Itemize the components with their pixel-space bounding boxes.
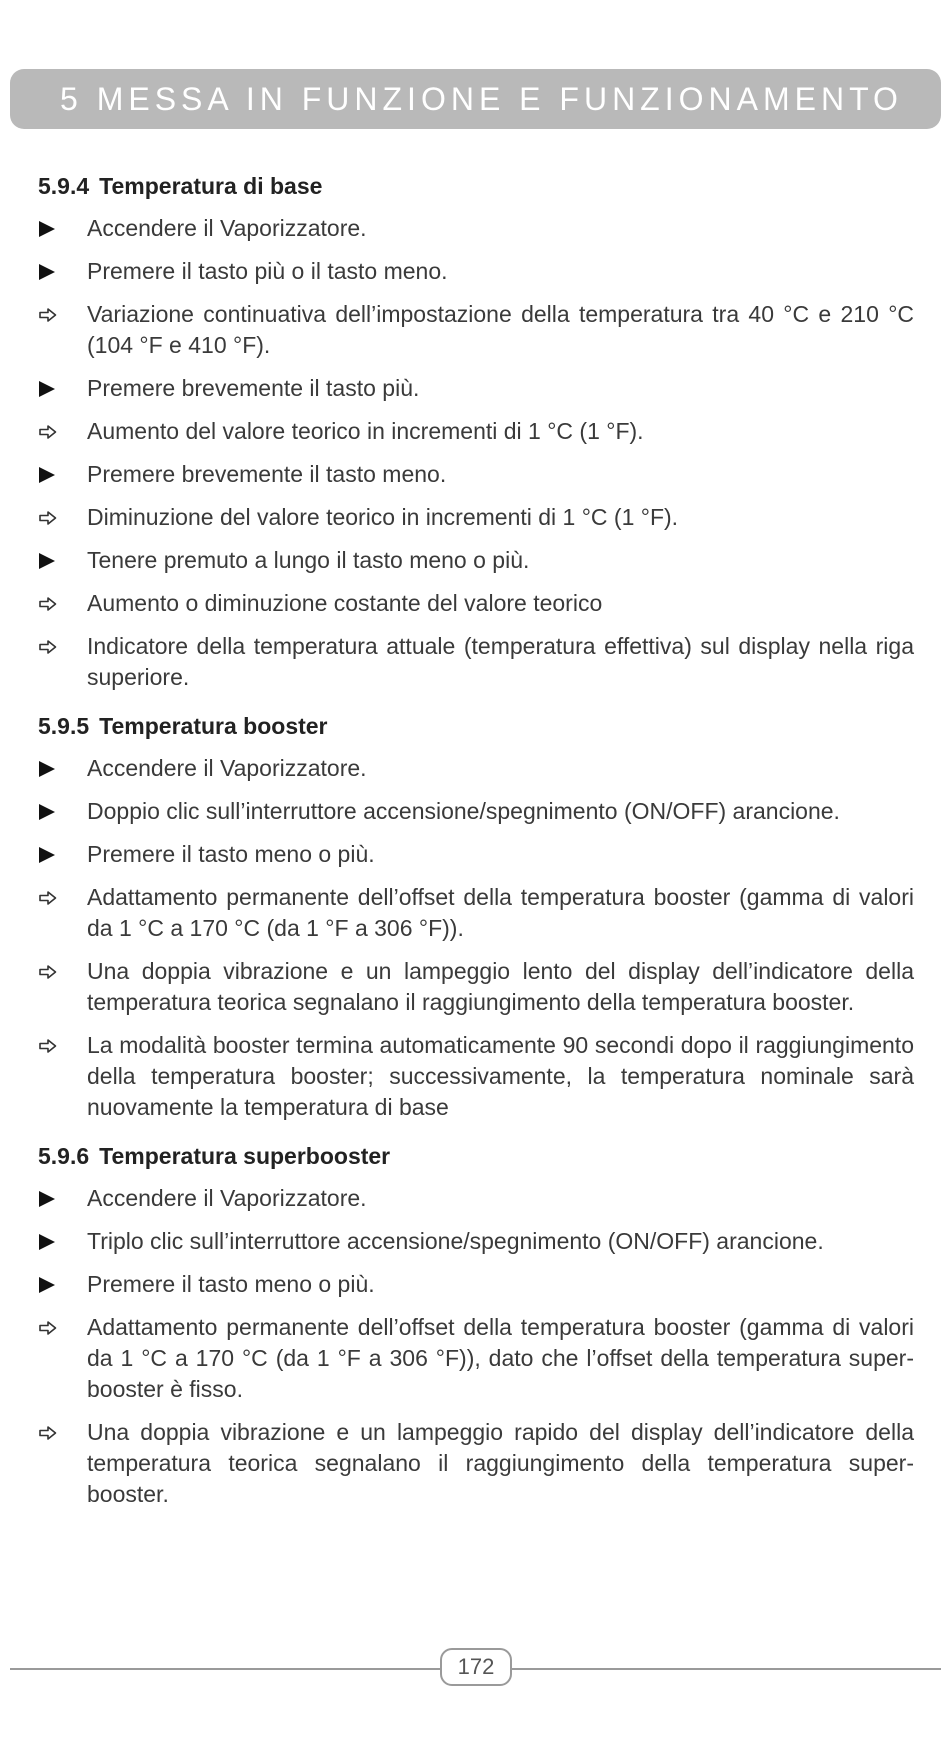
step-text: Doppio clic sull’interruttore accensione/spegnimento (ON/OFF) arancione. bbox=[87, 798, 840, 824]
triangle-arrow-icon bbox=[38, 753, 87, 784]
action-step bbox=[38, 796, 914, 827]
triangle-arrow-icon bbox=[38, 545, 87, 576]
step-text: Una doppia vibrazione e un lampeggio rapido del display dell’indicatore della temperatura teorica segnalano il raggiungimento della temperatura super-booster. bbox=[87, 1419, 914, 1507]
section-5-9-5 bbox=[38, 710, 914, 1123]
footer-rule-left bbox=[10, 1668, 440, 1670]
section-heading bbox=[38, 170, 914, 203]
action-step bbox=[38, 213, 914, 244]
footer-rule-right bbox=[512, 1668, 941, 1670]
section-title: Temperatura booster bbox=[99, 713, 328, 739]
step-text: Premere brevemente il tasto più. bbox=[87, 375, 420, 401]
result-step bbox=[38, 588, 914, 619]
step-text: Adattamento permanente dell’offset della temperatura booster (gamma di valori da 1 °C a 170 °C (da 1 °F a 306 °F)), dato che l’offset della temperatura super-booster è fisso. bbox=[87, 1314, 914, 1402]
step-text: Accendere il Vaporizzatore. bbox=[87, 1185, 367, 1211]
action-step bbox=[38, 545, 914, 576]
outline-arrow-icon bbox=[38, 882, 87, 913]
step-text: Adattamento permanente dell’offset della temperatura booster (gamma di valori da 1 °C a 170 °C (da 1 °F a 306 °F)). bbox=[87, 884, 914, 941]
step-text: Indicatore della temperatura attuale (temperatura effettiva) sul display nella riga superiore. bbox=[87, 633, 914, 690]
step-text: Diminuzione del valore teorico in incrementi di 1 °C (1 °F). bbox=[87, 504, 679, 530]
result-step bbox=[38, 1030, 914, 1123]
triangle-arrow-icon bbox=[38, 839, 87, 870]
page-footer bbox=[10, 1648, 941, 1688]
step-text: Premere brevemente il tasto meno. bbox=[87, 461, 447, 487]
step-text: Triplo clic sull’interruttore accensione/spegnimento (ON/OFF) arancione. bbox=[87, 1228, 824, 1254]
section-5-9-6 bbox=[38, 1140, 914, 1510]
step-text: La modalità booster termina automaticamente 90 secondi dopo il raggiungimento della temperatura booster; successivamente, la temperatura nominale sarà nuovamente la temperatura di base bbox=[87, 1032, 914, 1120]
step-text: Accendere il Vaporizzatore. bbox=[87, 755, 367, 781]
step-text: Accendere il Vaporizzatore. bbox=[87, 215, 367, 241]
action-step bbox=[38, 1183, 914, 1214]
action-step bbox=[38, 753, 914, 784]
result-step bbox=[38, 1417, 914, 1510]
section-number: 5.9.6 bbox=[38, 1143, 90, 1169]
triangle-arrow-icon bbox=[38, 1226, 87, 1257]
action-step bbox=[38, 839, 914, 870]
section-title: Temperatura superbooster bbox=[99, 1143, 391, 1169]
triangle-arrow-icon bbox=[38, 1269, 87, 1300]
outline-arrow-icon bbox=[38, 1417, 87, 1448]
step-text: Aumento del valore teorico in incrementi di 1 °C (1 °F). bbox=[87, 418, 644, 444]
section-5-9-4 bbox=[38, 170, 914, 693]
triangle-arrow-icon bbox=[38, 1183, 87, 1214]
step-text: Premere il tasto meno o più. bbox=[87, 1271, 375, 1297]
action-step bbox=[38, 256, 914, 287]
section-title: Temperatura di base bbox=[99, 173, 323, 199]
result-step bbox=[38, 299, 914, 361]
triangle-arrow-icon bbox=[38, 213, 87, 244]
chapter-title-bar bbox=[10, 69, 941, 129]
outline-arrow-icon bbox=[38, 416, 87, 447]
result-step bbox=[38, 631, 914, 693]
action-step bbox=[38, 373, 914, 404]
result-step bbox=[38, 502, 914, 533]
step-text: Tenere premuto a lungo il tasto meno o più. bbox=[87, 547, 530, 573]
triangle-arrow-icon bbox=[38, 373, 87, 404]
triangle-arrow-icon bbox=[38, 459, 87, 490]
result-step bbox=[38, 956, 914, 1018]
section-heading bbox=[38, 1140, 914, 1173]
outline-arrow-icon bbox=[38, 588, 87, 619]
action-step bbox=[38, 1226, 914, 1257]
section-number: 5.9.4 bbox=[38, 173, 90, 199]
result-step bbox=[38, 416, 914, 447]
outline-arrow-icon bbox=[38, 299, 87, 330]
result-step bbox=[38, 1312, 914, 1405]
step-text: Premere il tasto più o il tasto meno. bbox=[87, 258, 448, 284]
outline-arrow-icon bbox=[38, 631, 87, 662]
chapter-title: 5 MESSA IN FUNZIONE E FUNZIONAMENTO bbox=[60, 81, 903, 117]
action-step bbox=[38, 1269, 914, 1300]
step-text: Una doppia vibrazione e un lampeggio lento del display dell’indicatore della temperatura teorica segnalano il raggiungimento della temperatura booster. bbox=[87, 958, 914, 1015]
outline-arrow-icon bbox=[38, 1030, 87, 1061]
triangle-arrow-icon bbox=[38, 796, 87, 827]
triangle-arrow-icon bbox=[38, 256, 87, 287]
manual-content bbox=[38, 170, 914, 1527]
result-step bbox=[38, 882, 914, 944]
step-text: Variazione continuativa dell’impostazione della temperatura tra 40 °C e 210 °C (104 °F e 410 °F). bbox=[87, 301, 914, 358]
page-number: 172 bbox=[440, 1648, 512, 1686]
section-heading bbox=[38, 710, 914, 743]
outline-arrow-icon bbox=[38, 502, 87, 533]
outline-arrow-icon bbox=[38, 1312, 87, 1343]
outline-arrow-icon bbox=[38, 956, 87, 987]
action-step bbox=[38, 459, 914, 490]
step-text: Premere il tasto meno o più. bbox=[87, 841, 375, 867]
section-number: 5.9.5 bbox=[38, 713, 90, 739]
step-text: Aumento o diminuzione costante del valore teorico bbox=[87, 590, 603, 616]
